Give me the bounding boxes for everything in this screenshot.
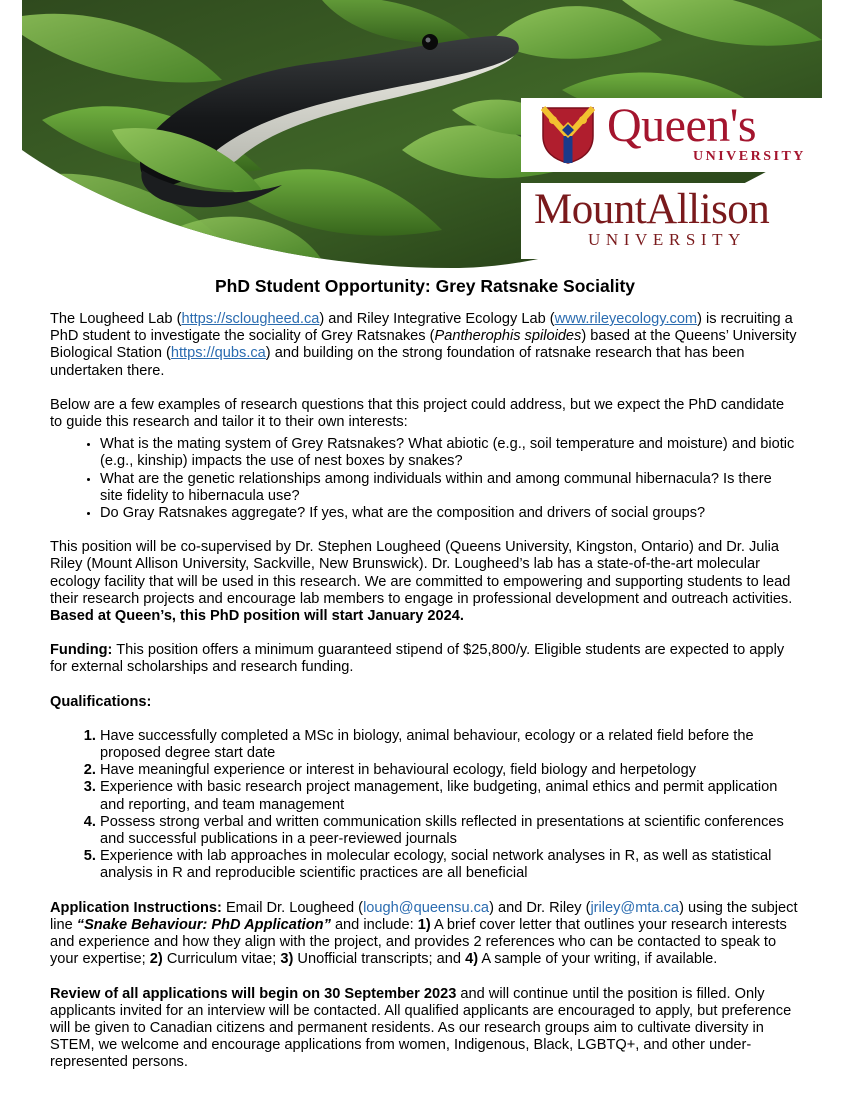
list-item: 1. Have successfully completed a MSc in biology, animal behaviour, ecology or a related field before the proposed degree start date — [100, 728, 798, 762]
list-item: • What are the genetic relationships among individuals within and among communal hibernacula? Is there site fidelity to hibernacula use? — [100, 471, 798, 505]
queens-crest-icon — [541, 106, 595, 164]
funding-label: Funding: — [50, 642, 113, 659]
list-item: • Do Gray Ratsnakes aggregate? If yes, what are the composition and drivers of social groups? — [100, 505, 798, 522]
queens-university-logo — [521, 98, 822, 172]
review-paragraph: Review of all applications will begin on 30 September 2023 and will continue until the position is filled. Only applicants invited for an interview will be contacted. All qualified applicants are encouraged to apply, but preference will be given to Canadian citizens and permanent residents. As our research groups aim to cultivate diversity in STEM, we welcome and encourage applications from women, Indigenous, Black, LGBTQ+, and other under-represented persons. — [50, 985, 792, 1071]
review-date: Review of all applications will begin on 30 September 2023 — [50, 985, 457, 1002]
list-item: 5. Experience with lab approaches in molecular ecology, social network analyses in R, as well as statistical analysis in R and reproducible scientific practices are all beneficial — [100, 848, 798, 882]
list-item: 3. Experience with basic research project management, like budgeting, animal ethics and permit application and reporting, and team management — [100, 779, 798, 813]
document-body — [50, 311, 798, 1089]
supervision-paragraph: This position will be co-supervised by Dr. Stephen Lougheed (Queens University, Kingston, Ontario) and Dr. Julia Riley (Mount Allison University, Sackville, New Brunswick). Dr. Lougheed’s lab has a state-of-the-art molecular ecology facility that will be used in this research. We are committed to empowering and supporting students to lead their research projects and encourage lab members to engage in professional development and outreach activities. Based at Queen’s, this PhD position will start January 2024. — [50, 539, 793, 625]
qualifications-heading: Qualifications: — [50, 693, 152, 710]
mta-logo-sub: UNIVERSITY — [588, 230, 746, 249]
application-paragraph: Application Instructions: Email Dr. Lougheed (lough@queensu.ca) and Dr. Riley (jriley@mta.ca) using the subject line “Snake Behaviour: PhD Application” and include: 1) A brief cover letter that outlines your research interests and experience and how they align with the project, and provides 2 references who can be contacted to speak to your expertise; 2) Curriculum vitae; 3) Unofficial transcripts; and 4) A sample of your writing, if available. — [50, 899, 798, 968]
start-date-note: Based at Queen’s, this PhD position will start January 2024. — [50, 608, 464, 625]
riley-email-link[interactable]: jriley@mta.ca — [590, 899, 680, 916]
species-name: Pantherophis spiloides — [434, 328, 582, 345]
mount-allison-logo — [521, 183, 822, 259]
riley-lab-link[interactable]: www.rileyecology.com — [554, 311, 698, 327]
list-item: 4. Possess strong verbal and written communication skills reflected in presentations at scientific conferences and successful publications in a peer-reviewed journals — [100, 814, 798, 848]
list-item: 2. Have meaningful experience or interest in behavioural ecology, field biology and herpetology — [100, 762, 798, 779]
intro-paragraph: The Lougheed Lab (https://sclougheed.ca) and Riley Integrative Ecology Lab (www.rileyecology.com) is recruiting a PhD student to investigate the sociality of Grey Ratsnakes (Pantherophis spiloides) based at the Queens’ University Biological Station (https://qubs.ca) and building on the strong foundation of ratsnake research that has been undertaken there. — [50, 311, 797, 379]
queens-logo-sub: UNIVERSITY — [693, 149, 806, 164]
research-questions-list — [50, 436, 798, 522]
queens-logo-name: Queen's — [607, 99, 757, 152]
qubs-link[interactable]: https://qubs.ca — [170, 345, 266, 362]
lougheed-email-link[interactable]: lough@queensu.ca — [363, 899, 490, 916]
qualifications-list — [50, 728, 798, 883]
page-title: PhD Student Opportunity: Grey Ratsnake Sociality — [214, 276, 636, 296]
header-banner — [22, 0, 822, 268]
questions-intro: Below are a few examples of research questions that this project could address, but we expect the PhD candidate to guide this research and tailor it to their own interests: — [50, 396, 785, 431]
lougheed-lab-link[interactable]: https://sclougheed.ca — [181, 311, 320, 327]
application-label: Application Instructions: — [50, 899, 222, 916]
funding-paragraph: Funding: This position offers a minimum guaranteed stipend of $25,800/y. Eligible students are expected to apply for external scholarships and research funding. — [50, 642, 785, 676]
email-subject-line: “Snake Behaviour: PhD Application” — [76, 916, 331, 933]
mta-logo-name: MountAllison — [534, 186, 770, 233]
list-item: • What is the mating system of Grey Ratsnakes? What abiotic (e.g., soil temperature and moisture) and biotic (e.g., kinship) impacts the use of nest boxes by snakes? — [100, 436, 798, 470]
